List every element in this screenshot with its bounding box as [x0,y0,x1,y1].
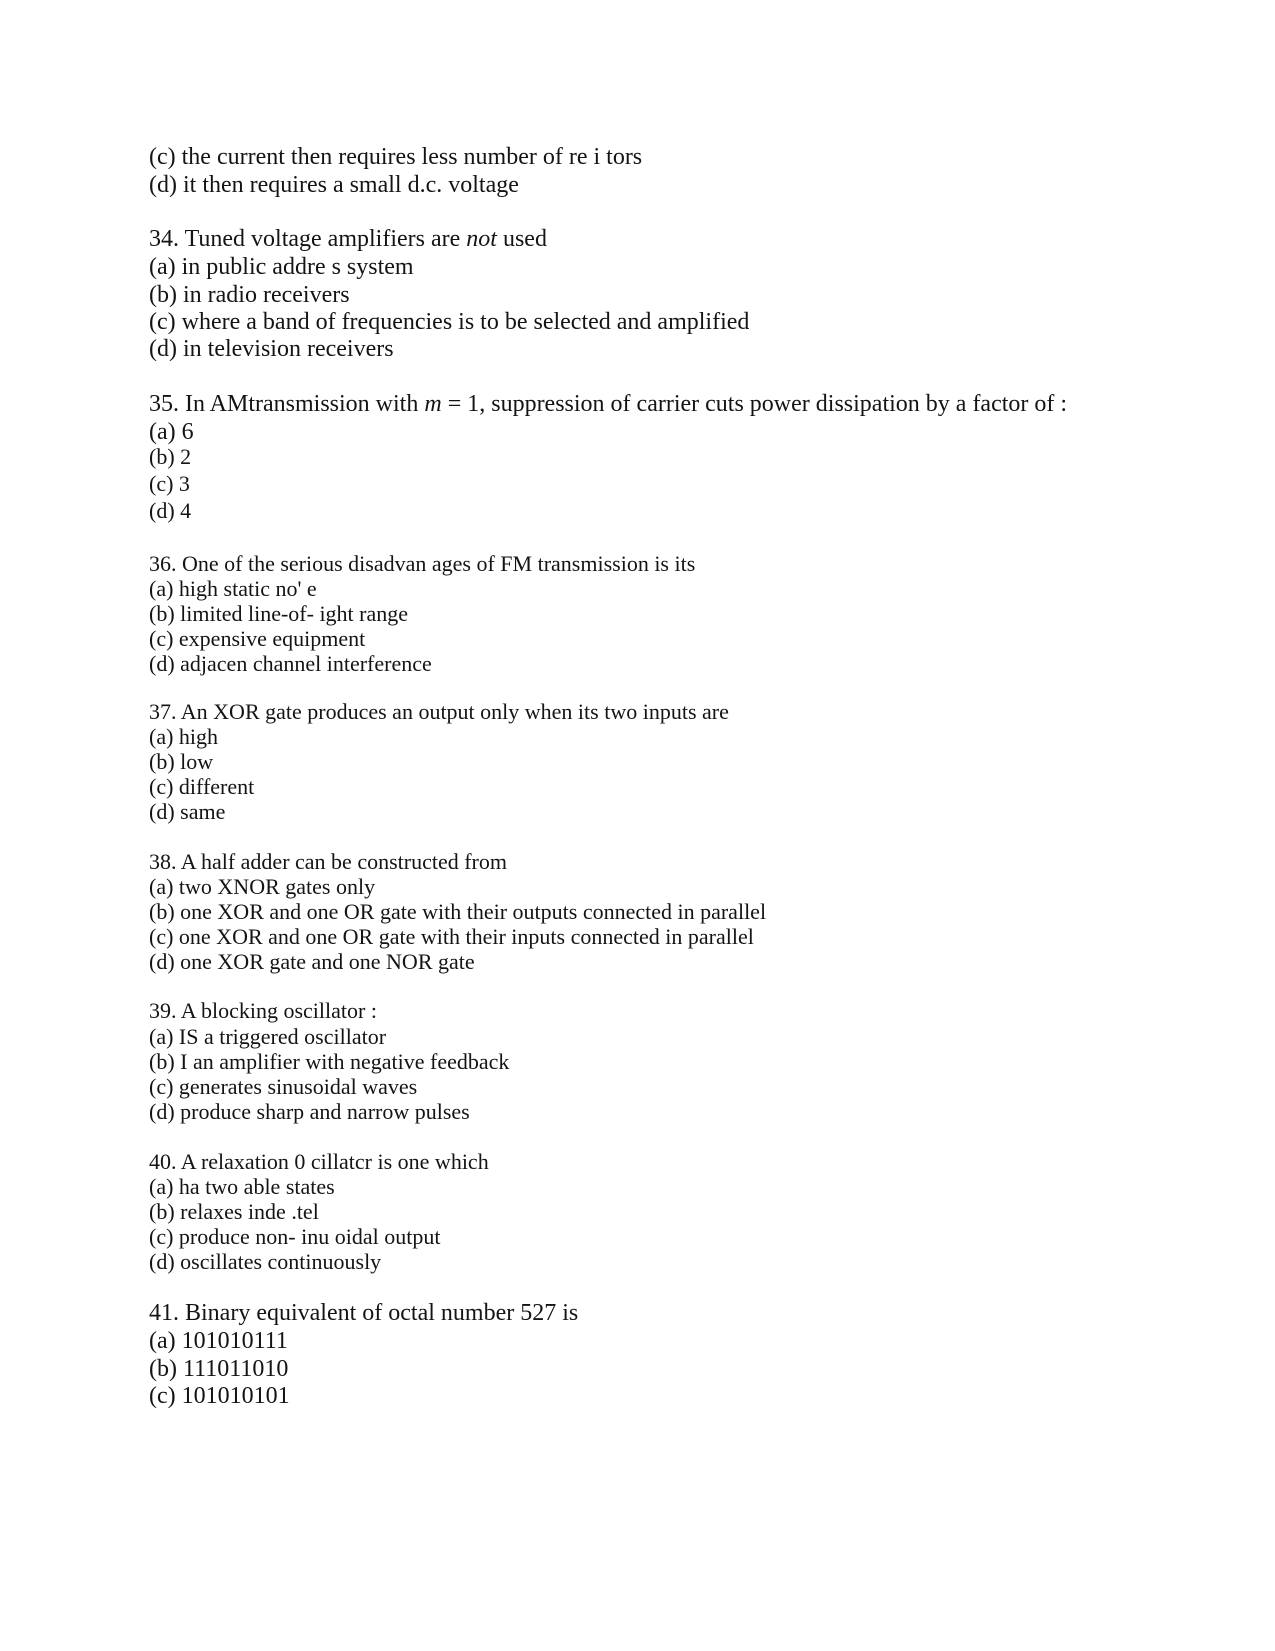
question-36-option-b: (b) limited line-of- ight range [149,601,409,626]
question-36-option-a: (a) high static no' e [149,576,317,601]
option-c-prev: (c) the current then requires less number of re i tors [149,144,643,170]
question-36-option-c: (c) expensive equipment [149,626,366,651]
question-34-option-b: (b) in radio receivers [149,282,350,308]
question-40-option-c: (c) produce non- inu oidal output [149,1224,441,1249]
question-38-option-a: (a) two XNOR gates only [149,874,376,899]
question-39-option-a: (a) IS a triggered oscillator [149,1024,387,1049]
question-36-option-d: (d) adjacen channel interference [149,651,432,676]
question-41-stem: 41. Binary equivalent of octal number 527 is [149,1300,579,1326]
question-41-option-c: (c) 101010101 [149,1383,290,1409]
question-39-stem: 39. A blocking oscillator : [149,998,377,1023]
question-35-option-b: (b) 2 [149,444,192,469]
question-40-option-d: (d) oscillates continuously [149,1249,382,1274]
question-34-option-c: (c) where a band of frequencies is to be selected and amplified [149,309,750,335]
question-36-stem: 36. One of the serious disadvan ages of FM transmission is its [149,551,696,576]
question-35-option-a: (a) 6 [149,419,194,445]
question-34-emphasis: not [466,226,497,252]
question-35-option-d: (d) 4 [149,498,192,523]
option-d-prev: (d) it then requires a small d.c. voltage [149,172,519,198]
question-37-option-d: (d) same [149,799,226,824]
question-37-option-b: (b) low [149,749,214,774]
question-41-option-a: (a) 101010111 [149,1328,288,1354]
question-38-stem: 38. A half adder can be constructed from [149,849,507,874]
question-37-stem: 37. An XOR gate produces an output only when its two inputs are [149,699,729,724]
question-40-option-a: (a) ha two able states [149,1174,335,1199]
question-34-option-d: (d) in television receivers [149,336,394,362]
question-41-option-b: (b) 111011010 [149,1356,289,1382]
question-35-stem: 35. In AMtransmission with m = 1, suppression of carrier cuts power dissipation by a factor of : [149,391,1068,417]
question-34-stem: 34. Tuned voltage amplifiers are not used [149,226,547,252]
question-40-stem: 40. A relaxation 0 cillatcr is one which [149,1149,489,1174]
question-37-option-c: (c) different [149,774,255,799]
question-37-option-a: (a) high [149,724,219,749]
question-34-option-a: (a) in public addre s system [149,254,414,280]
question-39-option-d: (d) produce sharp and narrow pulses [149,1099,470,1124]
question-38-option-b: (b) one XOR and one OR gate with their outputs connected in parallel [149,899,767,924]
question-40-option-b: (b) relaxes inde .tel [149,1199,319,1224]
question-38-option-d: (d) one XOR gate and one NOR gate [149,949,475,974]
question-39-option-c: (c) generates sinusoidal waves [149,1074,418,1099]
question-38-option-c: (c) one XOR and one OR gate with their inputs connected in parallel [149,924,754,949]
question-35-option-c: (c) 3 [149,471,190,496]
question-35-variable: m [424,391,442,417]
question-39-option-b: (b) I an amplifier with negative feedback [149,1049,510,1074]
